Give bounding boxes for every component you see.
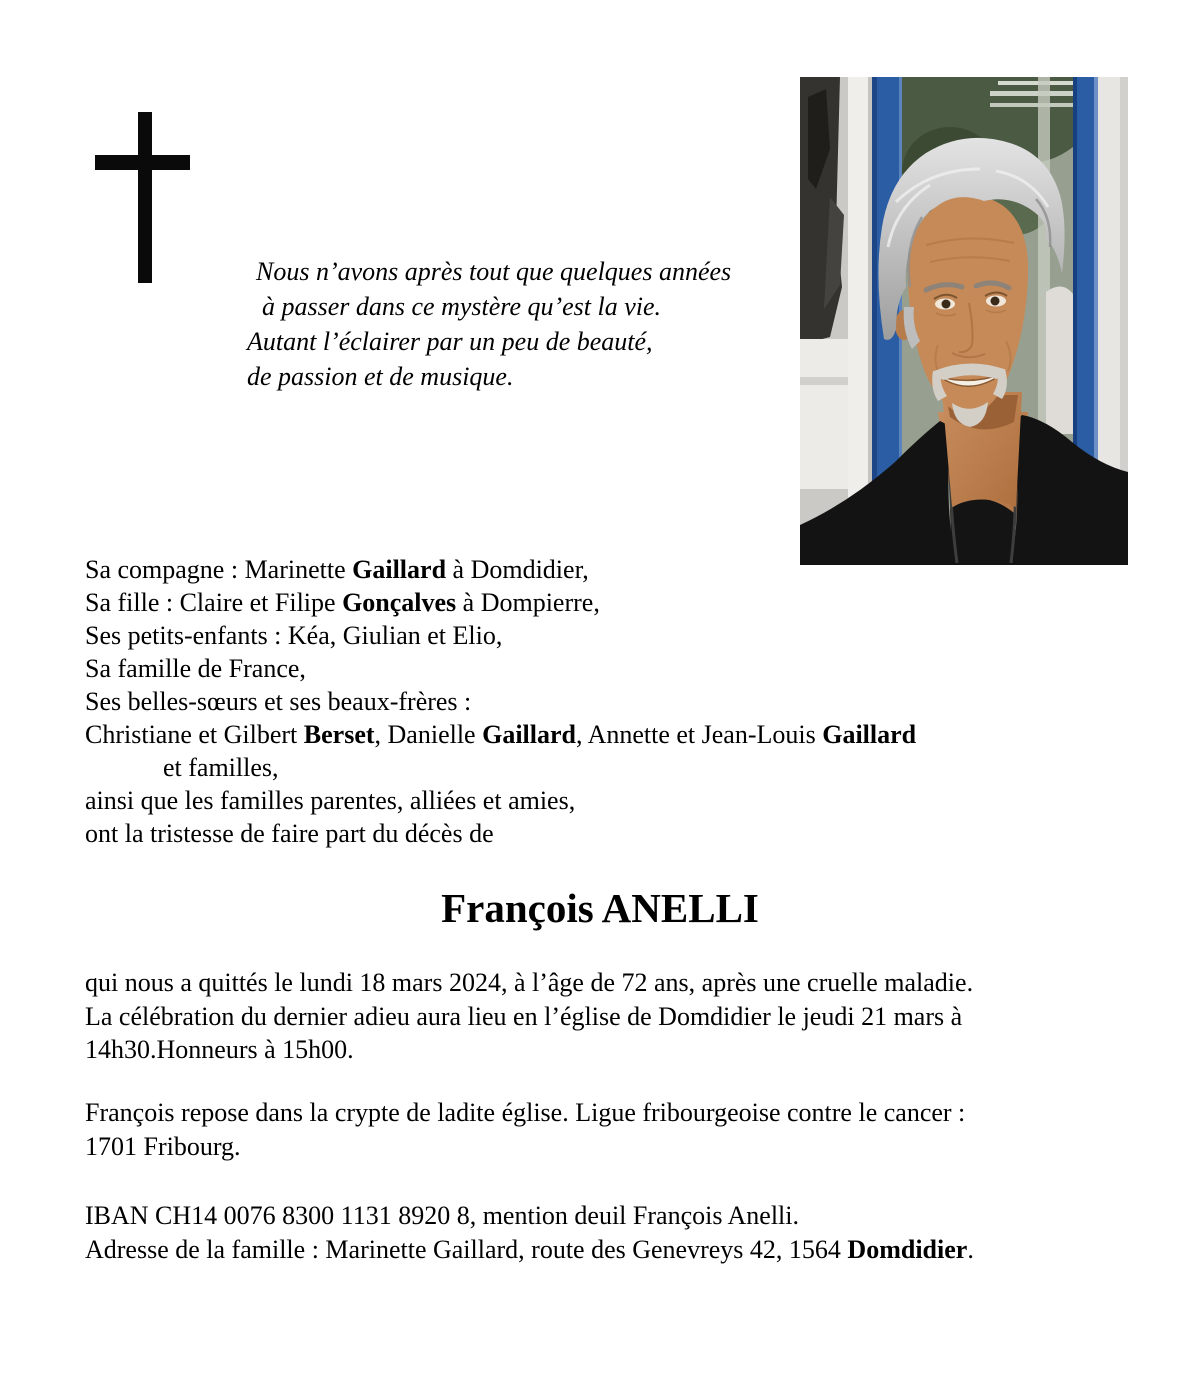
- quote-line: à passer dans ce mystère qu’est la vie.: [262, 292, 662, 321]
- family-announcement: [85, 553, 916, 850]
- death-details: [85, 966, 973, 1067]
- memorial-quote: [247, 254, 731, 394]
- death-details-line: La célébration du dernier adieu aura lieu en l’église de Domdidier le jeudi 21 mars à: [85, 1001, 963, 1031]
- cross-horizontal-bar: [95, 155, 190, 170]
- cross-icon: [95, 112, 190, 283]
- death-details-line: qui nous a quittés le lundi 18 mars 2024, à l’âge de 72 ans, après une cruelle maladie.: [85, 968, 974, 997]
- deceased-name: François ANELLI: [441, 885, 759, 931]
- repose-info-line: François repose dans la crypte de ladite église. Ligue fribourgeoise contre le cancer :: [85, 1098, 966, 1127]
- announcement-line: Sa compagne : Marinette Gaillard à Domdidier,: [85, 555, 589, 584]
- repose-info: [85, 1096, 965, 1163]
- portrait-photo: [800, 77, 1128, 565]
- announcement-line: et familles,: [163, 753, 279, 782]
- quote-line: Autant l’éclairer par un peu de beauté,: [247, 327, 653, 356]
- death-details-line: 14h30.Honneurs à 15h00.: [85, 1035, 354, 1064]
- announcement-line: Ses petits-enfants : Kéa, Giulian et Elio,: [85, 621, 503, 650]
- quote-line: de passion et de musique.: [247, 362, 514, 391]
- contact-info-line: IBAN CH14 0076 8300 1131 8920 8, mention deuil François Anelli.: [85, 1201, 799, 1230]
- contact-info: [85, 1199, 974, 1266]
- announcement-line: Ses belles-sœurs et ses beaux-frères :: [85, 687, 472, 716]
- announcement-line: Christiane et Gilbert Berset, Danielle Gaillard, Annette et Jean-Louis Gaillard: [85, 720, 917, 749]
- cross-vertical-bar: [138, 112, 152, 283]
- announcement-line: ont la tristesse de faire part du décès de: [85, 819, 494, 848]
- announcement-line: Sa famille de France,: [85, 654, 306, 683]
- portrait-photo-graphic: [800, 77, 1128, 565]
- announcement-line: Sa fille : Claire et Filipe Gonçalves à Dompierre,: [85, 588, 600, 617]
- announcement-line: ainsi que les familles parentes, alliées et amies,: [85, 786, 576, 815]
- quote-line: Nous n’avons après tout que quelques années: [256, 257, 732, 286]
- repose-info-line: 1701 Fribourg.: [85, 1131, 241, 1161]
- contact-info-line: Adresse de la famille : Marinette Gaillard, route des Genevreys 42, 1564 Domdidier.: [85, 1234, 974, 1264]
